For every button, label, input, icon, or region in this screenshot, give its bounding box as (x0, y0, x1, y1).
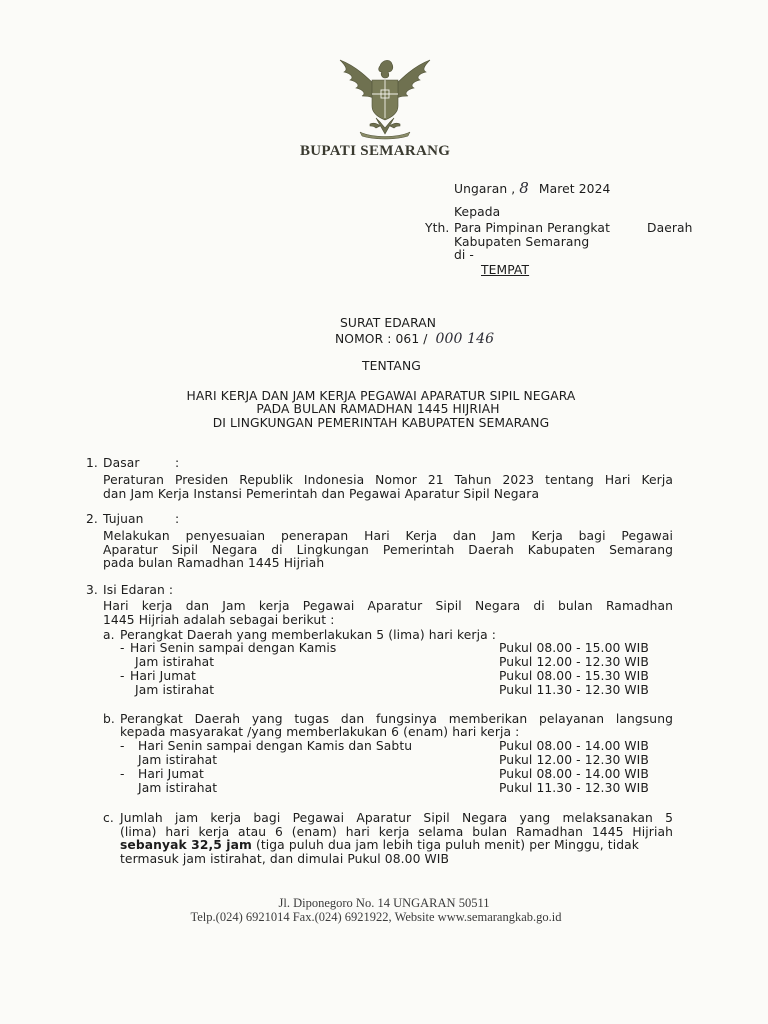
subject-line2: PADA BULAN RAMADHAN 1445 HIJRIAH (256, 402, 500, 416)
schedule-time: Pukul 08.00 - 15.00 WIB (499, 641, 649, 655)
section1-colon: : (175, 456, 180, 470)
section1-line2: dan Jam Kerja Instansi Pemerintah dan Pegawai Aparatur Sipil Negara (103, 487, 540, 501)
office-title: BUPATI SEMARANG (300, 143, 451, 159)
section3-heading: Isi Edaran : (103, 583, 174, 597)
schedule-time: Pukul 12.00 - 12.30 WIB (499, 753, 649, 767)
section3c-line4: termasuk jam istirahat, dan dimulai Pukul 08.00 WIB (120, 852, 450, 866)
subject-line3: DI LINGKUNGAN PEMERINTAH KABUPATEN SEMARANG (212, 416, 550, 430)
letter-date (454, 179, 610, 197)
footer-contact: Telp.(024) 6921014 Fax.(024) 6921922, Website www.semarangkab.go.id (190, 910, 562, 924)
section2-heading: Tujuan (103, 512, 144, 526)
schedule-time: Pukul 11.30 - 12.30 WIB (499, 683, 649, 697)
subject-line1: HARI KERJA DAN JAM KERJA PEGAWAI APARATUR SIPIL NEGARA (186, 389, 576, 403)
section1-heading: Dasar (103, 456, 140, 470)
footer-address: Jl. Diponegoro No. 14 UNGARAN 50511 (278, 896, 490, 910)
section3b-label: b. (103, 712, 115, 726)
recipient-line1: Para Pimpinan Perangkat (454, 221, 610, 235)
section3c-rest: (tiga puluh dua jam lebih tiga puluh menit) per Minggu, tidak (251, 838, 639, 852)
recipient-di: di - (454, 248, 474, 262)
schedule-description: Hari Jumat (138, 767, 204, 781)
schedule-description: Jam istirahat (135, 683, 215, 697)
schedule-time: Pukul 11.30 - 12.30 WIB (499, 781, 649, 795)
reference-type: SURAT EDARAN (340, 316, 437, 330)
schedule-description: Jam istirahat (138, 753, 218, 767)
section3a-title: Perangkat Daerah yang memberlakukan 5 (lima) hari kerja : (120, 628, 496, 642)
recipient-tempat: TEMPAT (481, 263, 530, 277)
section3-intro1: Hari kerja dan Jam kerja Pegawai Aparatur Sipil Negara di bulan Ramadhan (103, 599, 673, 613)
section3c-label: c. (103, 811, 114, 825)
reference-number (335, 331, 494, 347)
date-prefix: Ungaran , (454, 182, 516, 196)
reference-number-label: NOMOR : 061 / (335, 332, 428, 346)
schedule-bullet: - (120, 739, 125, 753)
schedule-bullet: - (120, 669, 125, 683)
section3a-label: a. (103, 628, 115, 642)
recipient-line2: Kabupaten Semarang (454, 235, 590, 249)
section2-number: 2. (86, 512, 98, 526)
section3-number: 3. (86, 583, 98, 597)
section1-number: 1. (86, 456, 98, 470)
schedule-time: Pukul 08.00 - 14.00 WIB (499, 739, 649, 753)
reference-tentang: TENTANG (362, 359, 421, 373)
schedule-description: Hari Senin sampai dengan Kamis (130, 641, 337, 655)
schedule-time: Pukul 08.00 - 15.30 WIB (499, 669, 649, 683)
schedule-description: Jam istirahat (135, 655, 215, 669)
section2-line1: Melakukan penyesuaian penerapan Hari Kerja dan Jam Kerja bagi Pegawai (103, 529, 673, 543)
schedule-time: Pukul 08.00 - 14.00 WIB (499, 767, 649, 781)
recipient-kepada: Kepada (454, 205, 501, 219)
schedule-time: Pukul 12.00 - 12.30 WIB (499, 655, 649, 669)
section3c-line2: (lima) hari kerja atau 6 (enam) hari kerja selama bulan Ramadhan 1445 Hijriah (120, 825, 673, 839)
section2-colon: : (175, 512, 180, 526)
section3b-title2: kepada masyarakat /yang memberlakukan 6 (enam) hari kerja : (120, 725, 520, 739)
section3-intro2: 1445 Hijriah adalah sebagai berikut : (103, 613, 335, 627)
section2-line3: pada bulan Ramadhan 1445 Hijriah (103, 556, 325, 570)
section3c-line3 (120, 838, 639, 852)
schedule-description: Hari Jumat (130, 669, 196, 683)
schedule-description: Hari Senin sampai dengan Kamis dan Sabtu (138, 739, 413, 753)
date-suffix: Maret 2024 (538, 182, 611, 196)
handwritten-number: 000 146 (435, 331, 495, 347)
section3c-bold: sebanyak 32,5 jam (120, 838, 252, 852)
recipient-line1-tail: Daerah (647, 221, 693, 235)
schedule-bullet: - (120, 641, 125, 655)
section2-line2: Aparatur Sipil Negara di Lingkungan Pemerintah Daerah Kabupaten Semarang (103, 543, 673, 557)
schedule-bullet: - (120, 767, 125, 781)
schedule-description: Jam istirahat (138, 781, 218, 795)
garuda-emblem-icon (330, 48, 440, 140)
section3c-line1: Jumlah jam kerja bagi Pegawai Aparatur Sipil Negara yang melaksanakan 5 (120, 811, 673, 825)
section3b-title1: Perangkat Daerah yang tugas dan fungsinya memberikan pelayanan langsung (120, 712, 673, 726)
recipient-yth: Yth. (425, 221, 450, 235)
section1-line1: Peraturan Presiden Republik Indonesia Nomor 21 Tahun 2023 tentang Hari Kerja (103, 473, 673, 487)
handwritten-day: 8 (519, 179, 529, 197)
